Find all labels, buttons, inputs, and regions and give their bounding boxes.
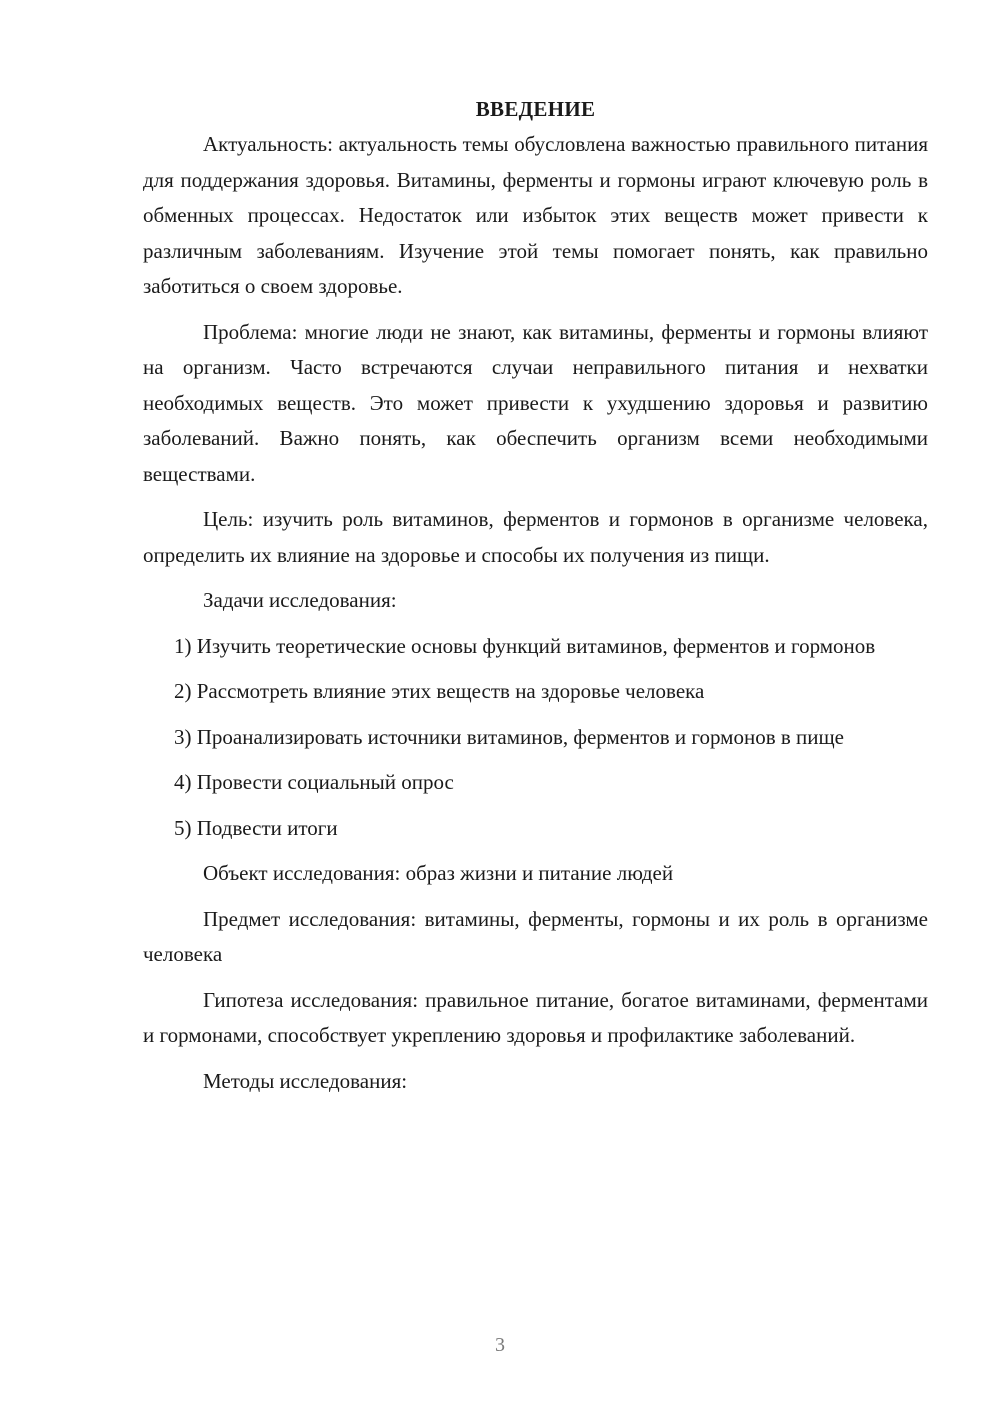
object-paragraph: Объект исследования: образ жизни и питание людей	[203, 861, 674, 885]
task-item-3: 3) Проанализировать источники витаминов, ферментов и гормонов в пище	[174, 724, 844, 749]
task-item-5: 5) Подвести итоги	[174, 815, 338, 840]
methods-heading: Методы исследования:	[203, 1068, 408, 1093]
relevance-paragraph: Актуальность: актуальность темы обусловлена важностью правильного питания для поддержания здоровья. Витамины, ферменты и гормоны играют ключевую роль в обменных процессах. Недостаток или избыток этих веществ может привести к различным заболеваниям. Изучение этой темы помогает понять, как правильно заботиться о своем здоровье.	[143, 132, 928, 298]
page-title: ВВЕДЕНИЕ	[475, 97, 596, 121]
task-item-2: 2) Рассмотреть влияние этих веществ на здоровье человека	[174, 679, 705, 703]
task-item-4: 4) Провести социальный опрос	[174, 770, 454, 794]
goal-paragraph: Цель: изучить роль витаминов, ферментов и гормонов в организме человека, определить их влияние на здоровье и способы их получения из пищи.	[143, 507, 928, 567]
page-number: 3	[495, 1334, 505, 1356]
page-content	[143, 92, 928, 1099]
hypothesis-paragraph: Гипотеза исследования: правильное питание, богатое витаминами, ферментами и гормонами, способствует укреплению здоровья и профилактике заболеваний.	[143, 987, 928, 1047]
problem-paragraph: Проблема: многие люди не знают, как витамины, ферменты и гормоны влияют на организм. Часто встречаются случаи неправильного питания и нехватки необходимых веществ. Это может привести к ухудшению здоровья и развитию заболеваний. Важно понять, как обеспечить организм всеми необходимыми веществами.	[143, 319, 928, 486]
subject-paragraph: Предмет исследования: витамины, ферменты, гормоны и их роль в организме человека	[143, 906, 928, 966]
task-item-1: 1) Изучить теоретические основы функций витаминов, ферментов и гормонов	[174, 633, 876, 658]
tasks-heading: Задачи исследования:	[203, 588, 397, 612]
